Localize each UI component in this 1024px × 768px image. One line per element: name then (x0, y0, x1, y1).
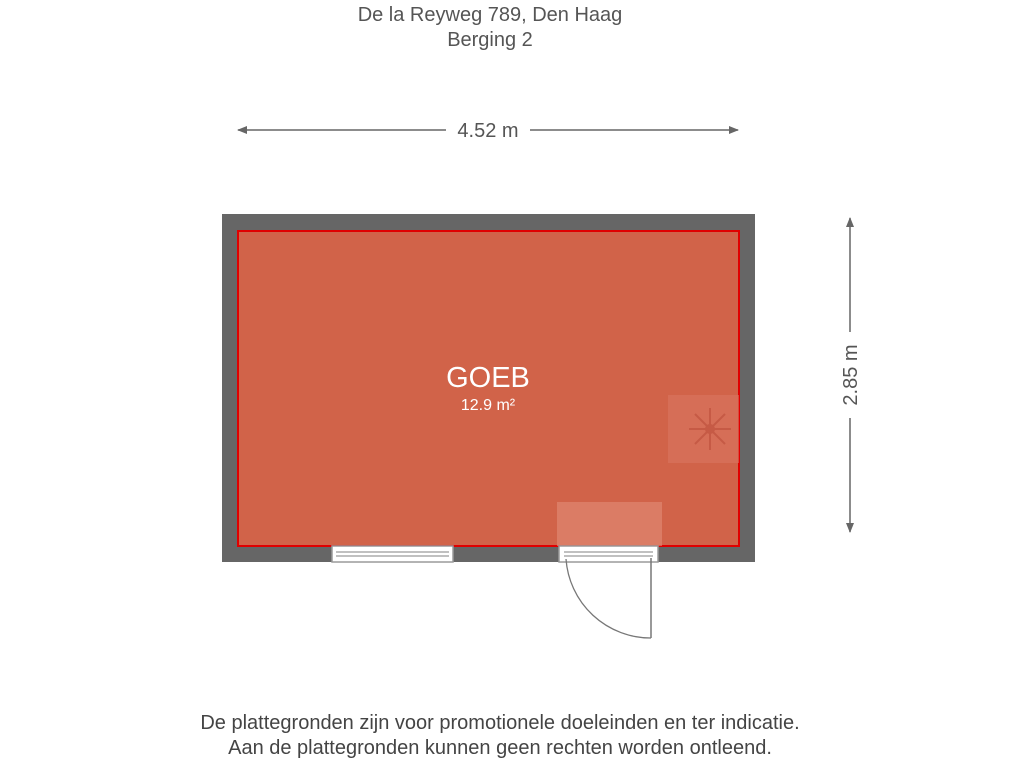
room-name: GOEB (446, 362, 530, 394)
window-icon (332, 546, 453, 562)
disclaimer-line-2: Aan de plattegronden kunnen geen rechten worden ontleend. (228, 737, 772, 759)
width-label: 4.52 m (457, 120, 519, 142)
door-icon (559, 546, 658, 638)
height-label: 2.85 m (840, 344, 862, 406)
floor-name: Berging 2 (447, 29, 533, 51)
room-area: 12.9 m² (460, 397, 516, 414)
width-dimension (238, 120, 738, 142)
disclaimer-line-1: De plattegronden zijn voor promotionele doeleinden en ter indicatie. (200, 712, 800, 734)
fan-icon (689, 408, 731, 450)
door-swing-zone (557, 502, 662, 546)
address-title: De la Reyweg 789, Den Haag (357, 4, 623, 26)
height-dimension (840, 218, 862, 532)
